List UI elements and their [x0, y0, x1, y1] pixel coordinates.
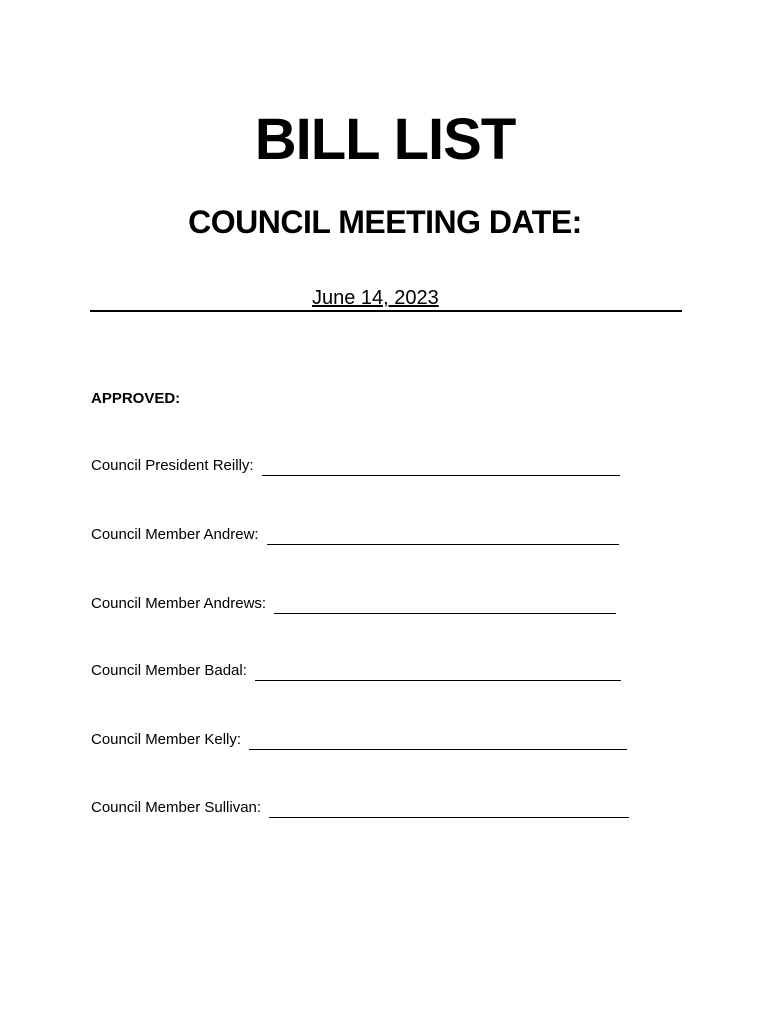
- signature-line: [267, 530, 619, 545]
- signature-row-kelly: [91, 730, 627, 750]
- signature-line: [249, 735, 627, 750]
- signature-line: [262, 461, 620, 476]
- signature-line: [274, 599, 616, 614]
- signature-row-andrew: [91, 525, 619, 545]
- signatory-label: Council Member Sullivan:: [91, 799, 262, 816]
- meeting-date-heading: COUNCIL MEETING DATE:: [188, 204, 582, 240]
- signature-line: [255, 666, 621, 681]
- signature-row-sullivan: [91, 798, 629, 818]
- document-title: BILL LIST: [254, 107, 516, 172]
- meeting-date-line: [90, 284, 682, 312]
- signature-line: [269, 803, 629, 818]
- meeting-date-value: June 14, 2023: [312, 287, 439, 309]
- signature-row-reilly: [91, 456, 620, 476]
- signatory-label: Council Member Andrew:: [91, 526, 259, 543]
- signatory-label: Council Member Badal:: [91, 662, 247, 679]
- signature-row-badal: [91, 661, 621, 681]
- signatory-label: Council Member Kelly:: [91, 731, 242, 748]
- signatory-label: Council Member Andrews:: [91, 595, 267, 612]
- signatory-label: Council President Reilly:: [91, 457, 254, 474]
- signature-row-andrews: [91, 594, 616, 614]
- approved-label: APPROVED:: [91, 390, 181, 407]
